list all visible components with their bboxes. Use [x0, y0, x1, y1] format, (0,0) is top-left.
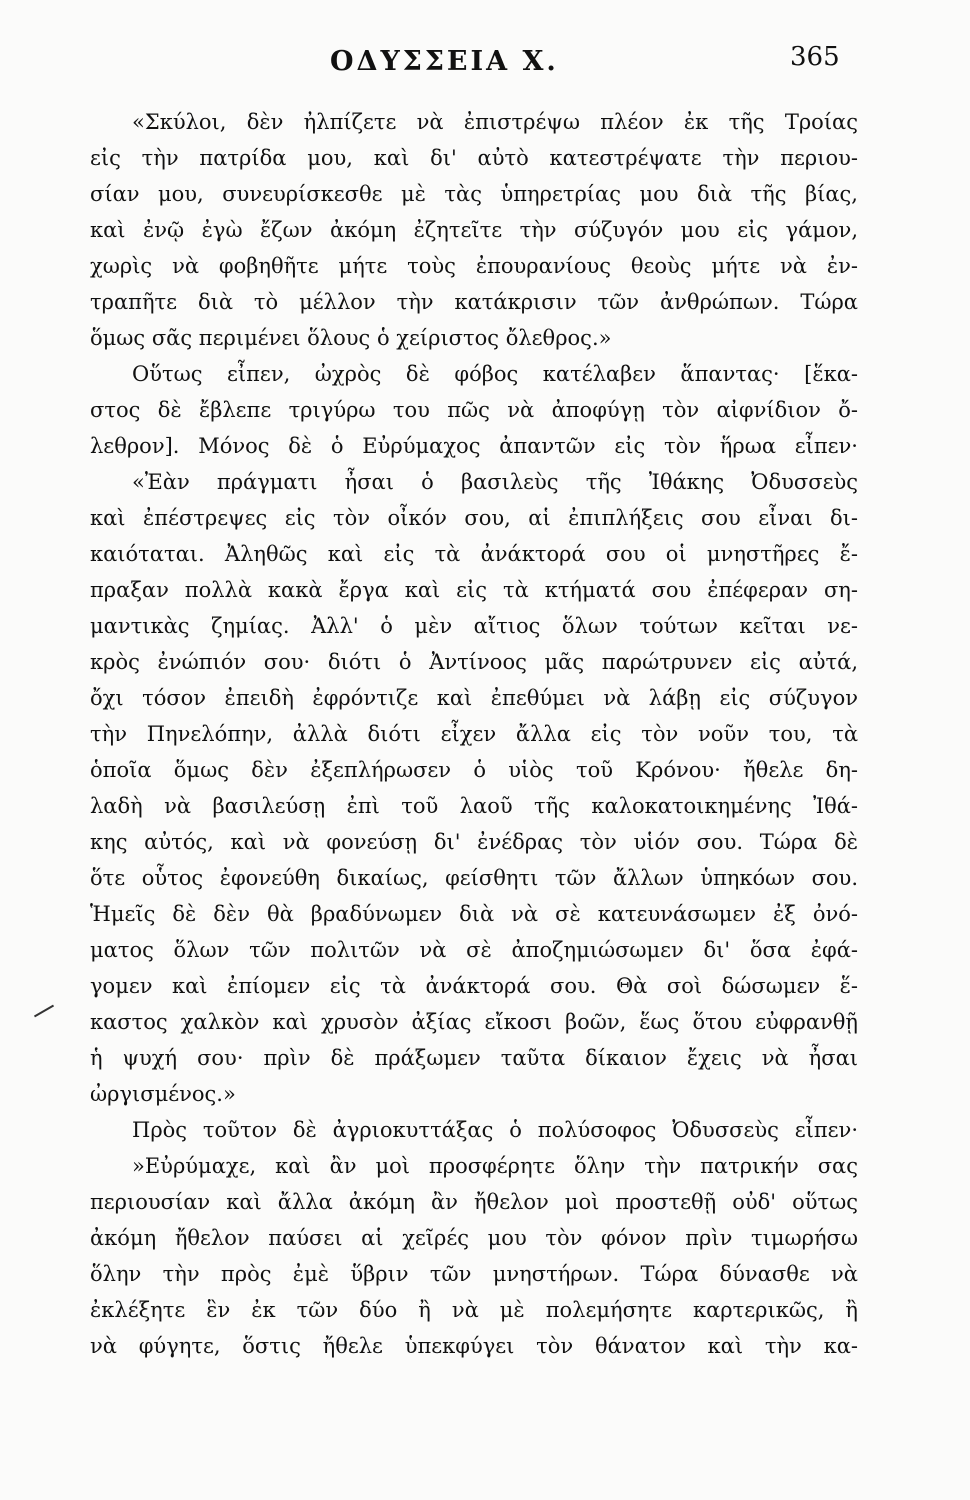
text-line: ὁποῖα ὅμως δὲν ἐξεπλήρωσεν ὁ υἱὸς τοῦ Κρόνου· ἤθελε δη- [90, 758, 858, 782]
text-line: τραπῆτε διὰ τὸ μέλλον τὴν κατάκρισιν τῶν ἀνθρώπων. Τώρα [90, 290, 858, 314]
text-line: μαντικὰς ζημίας. Ἀλλ' ὁ μὲν αἴτιος ὅλων τούτων κεῖται νε- [90, 614, 858, 638]
text-line: Πρὸς τοῦτον δὲ ἀγριοκυττάξας ὁ πολύσοφος Ὀδυσσεὺς εἶπεν· [132, 1118, 858, 1142]
text-line: κης αὐτός, καὶ νὰ φονεύσῃ δι' ἐνέδρας τὸν υἱόν σου. Τώρα δὲ [90, 830, 858, 854]
text-line: γομεν καὶ ἐπίομεν εἰς τὰ ἀνάκτορά σου. Θὰ σοὶ δώσωμεν ἕ- [90, 974, 858, 998]
text-line: καιόταται. Ἀληθῶς καὶ εἰς τὰ ἀνάκτορά σου οἱ μνηστῆρες ἔ- [90, 542, 858, 566]
page-number: 365 [790, 42, 840, 72]
text-line: λαδὴ νὰ βασιλεύσῃ ἐπὶ τοῦ λαοῦ τῆς καλοκατοικημένης Ἰθά- [90, 794, 858, 818]
text-line: ὠργισμένος.» [90, 1082, 236, 1106]
text-line: «Σκύλοι, δὲν ἠλπίζετε νὰ ἐπιστρέψω πλέον ἐκ τῆς Τροίας [132, 110, 858, 134]
text-line: νὰ φύγητε, ὅστις ἤθελε ὑπεκφύγει τὸν θάνατον καὶ τὴν κα- [90, 1334, 858, 1358]
page-header [0, 42, 970, 86]
text-line: ἡ ψυχή σου· πρὶν δὲ πράξωμεν ταῦτα δίκαιον ἔχεις νὰ ἦσαι [90, 1046, 858, 1070]
text-line: ὅμως σᾶς περιμένει ὅλους ὁ χείριστος ὄλεθρος.» [90, 326, 612, 350]
text-line: «Ἐὰν πράγματι ἦσαι ὁ βασιλεὺς τῆς Ἰθάκης Ὀδυσσεὺς [132, 470, 858, 494]
text-line: πραξαν πολλὰ κακὰ ἔργα καὶ εἰς τὰ κτήματά σου ἐπέφεραν ση- [90, 578, 858, 602]
text-line: τὴν Πηνελόπην, ἀλλὰ διότι εἶχεν ἄλλα εἰς τὸν νοῦν του, τὰ [90, 722, 858, 746]
text-line: ματος ὅλων τῶν πολιτῶν νὰ σὲ ἀποζημιώσωμεν δι' ὅσα ἐφά- [90, 938, 858, 962]
running-title: ΟΔΥΣΣΕΙΑ Χ. [330, 46, 559, 77]
text-line: Ἡμεῖς δὲ δὲν θὰ βραδύνωμεν διὰ νὰ σὲ κατευνάσωμεν ἐξ ὀνό- [90, 902, 858, 926]
text-line: Οὕτως εἶπεν, ὠχρὸς δὲ φόβος κατέλαβεν ἅπαντας· [ἕκα- [132, 362, 858, 386]
text-line: εἰς τὴν πατρίδα μου, καὶ δι' αὐτὸ κατεστρέψατε τὴν περιου- [90, 146, 858, 170]
text-line: περιουσίαν καὶ ἄλλα ἀκόμη ἂν ἤθελον μοὶ προστεθῇ οὐδ' οὕτως [90, 1190, 858, 1214]
text-line: λεθρον]. Μόνος δὲ ὁ Εὐρύμαχος ἀπαντῶν εἰς τὸν ἥρωα εἶπεν· [90, 434, 858, 458]
text-line: κρὸς ἐνώπιόν σου· διότι ὁ Ἀντίνοος μᾶς παρώτρυνεν εἰς αὐτά, [90, 650, 858, 674]
text-line: χωρὶς νὰ φοβηθῆτε μήτε τοὺς ἐπουρανίους θεοὺς μήτε νὰ ἐν- [90, 254, 858, 278]
text-line: ὄχι τόσον ἐπειδὴ ἐφρόντιζε καὶ ἐπεθύμει νὰ λάβῃ εἰς σύζυγον [90, 686, 858, 710]
text-line: ἐκλέξητε ἓν ἐκ τῶν δύο ἢ νὰ μὲ πολεμήσητε καρτερικῶς, ἢ [90, 1298, 858, 1322]
text-line: καστος χαλκὸν καὶ χρυσὸν ἀξίας εἴκοσι βοῶν, ἕως ὅτου εὐφρανθῇ [90, 1010, 858, 1034]
text-line: ὅτε οὗτος ἐφονεύθη δικαίως, φείσθητι τῶν ἄλλων ὑπηκόων σου. [90, 866, 858, 890]
text-line: καὶ ἐπέστρεψες εἰς τὸν οἶκόν σου, αἱ ἐπιπλήξεις σου εἶναι δι- [90, 506, 858, 530]
text-line: σίαν μου, συνευρίσκεσθε μὲ τὰς ὑπηρετρίας μου διὰ τῆς βίας, [90, 182, 858, 206]
text-line: ὅλην τὴν πρὸς ἐμὲ ὕβριν τῶν μνηστήρων. Τώρα δύνασθε νὰ [90, 1262, 858, 1286]
body-text [90, 104, 858, 1364]
margin-pencil-mark [34, 1005, 54, 1018]
text-line: ἀκόμη ἤθελον παύσει αἱ χεῖρές μου τὸν φόνον πρὶν τιμωρήσω [90, 1226, 858, 1250]
text-line: στος δὲ ἔβλεπε τριγύρω του πῶς νὰ ἀποφύγῃ τὸν αἰφνίδιον ὄ- [90, 398, 858, 422]
text-line: καὶ ἐνῷ ἐγὼ ἔζων ἀκόμη ἐζητεῖτε τὴν σύζυγόν μου εἰς γάμον, [90, 218, 858, 242]
text-line: »Εὐρύμαχε, καὶ ἂν μοὶ προσφέρητε ὅλην τὴν πατρικήν σας [132, 1154, 858, 1178]
